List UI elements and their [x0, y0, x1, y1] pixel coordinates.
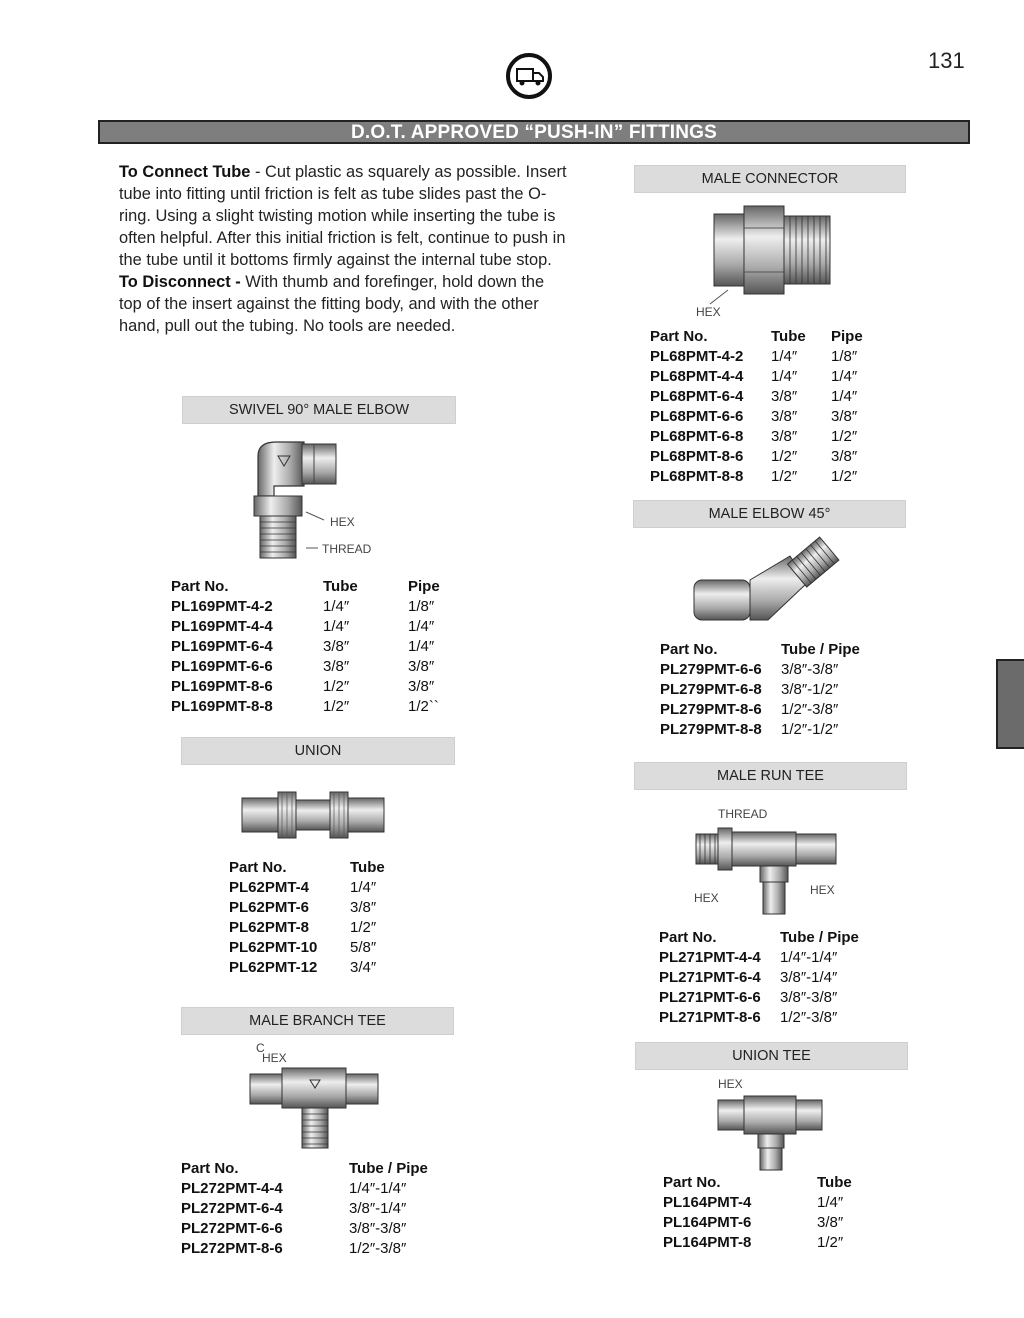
- part-number: PL164PMT-4: [663, 1194, 752, 1211]
- tube-size: 3/8″: [323, 658, 350, 675]
- table-row: [663, 1233, 852, 1253]
- part-number: PL68PMT-4-2: [650, 348, 744, 365]
- part-number: PL68PMT-8-8: [650, 468, 744, 485]
- table-header-row: [229, 858, 385, 878]
- pipe-size: 1/8″: [831, 348, 858, 365]
- tube-pipe-size: 1/2″-1/2″: [781, 721, 839, 738]
- male-connector-header: MALE CONNECTOR: [634, 165, 906, 193]
- table-row: [229, 898, 385, 918]
- table-row: [650, 387, 863, 407]
- pipe-size: 3/8″: [831, 448, 858, 465]
- table-row: [229, 938, 385, 958]
- table-row: [659, 968, 859, 988]
- table-row: [663, 1193, 852, 1213]
- tube-size: 1/4″: [350, 879, 377, 896]
- part-number: PL62PMT-6: [229, 899, 310, 916]
- table-row: [171, 637, 440, 657]
- table-row: [650, 447, 863, 467]
- table-row: [171, 697, 440, 717]
- union-tee-table: [663, 1173, 852, 1253]
- tube-size: 3/8″: [771, 428, 798, 445]
- column-header: Pipe: [408, 578, 440, 595]
- male-connector-image: [690, 202, 850, 320]
- table-header-row: [660, 640, 860, 660]
- column-header: Part No.: [229, 859, 287, 876]
- part-number: PL169PMT-4-2: [171, 598, 273, 615]
- male-branch-tee-table: [181, 1159, 428, 1259]
- tube-pipe-size: 3/8″-1/4″: [349, 1200, 407, 1217]
- table-header-row: [181, 1159, 428, 1179]
- part-number: PL68PMT-4-4: [650, 368, 744, 385]
- pipe-size: 3/8″: [408, 678, 435, 695]
- male-run-tee-image: [690, 804, 850, 924]
- tube-size: 3/8″: [817, 1214, 844, 1231]
- part-number: PL169PMT-6-6: [171, 658, 273, 675]
- part-number: PL272PMT-8-6: [181, 1240, 283, 1257]
- table-row: [659, 1008, 859, 1028]
- male-elbow-45-image: [690, 536, 850, 636]
- tube-size: 1/4″: [323, 598, 350, 615]
- tube-size: 1/2″: [771, 468, 798, 485]
- table-row: [171, 677, 440, 697]
- column-header: Part No.: [663, 1174, 721, 1191]
- male-run-tee-table: [659, 928, 859, 1028]
- table-row: [181, 1199, 428, 1219]
- disconnect-heading: To Disconnect -: [119, 273, 241, 291]
- run-tee-label-thread: THREAD: [718, 807, 768, 821]
- column-header: Part No.: [171, 578, 229, 595]
- tube-pipe-size: 3/8″-3/8″: [781, 661, 839, 678]
- column-header: Tube: [350, 859, 385, 876]
- part-number: PL169PMT-4-4: [171, 618, 273, 635]
- male-elbow-45-header: MALE ELBOW 45°: [633, 500, 906, 528]
- pipe-size: 1/4″: [408, 638, 435, 655]
- pipe-size: 1/4″: [831, 368, 858, 385]
- table-row: [181, 1179, 428, 1199]
- pipe-size: 1/2″: [831, 428, 858, 445]
- branch-tee-label-c: C: [256, 1041, 265, 1055]
- table-row: [650, 367, 863, 387]
- male-elbow-45-table: [660, 640, 860, 740]
- table-header-row: [171, 577, 440, 597]
- dot-truck-logo-icon: [505, 52, 553, 100]
- disconnect-text: With thumb and forefinger, hold down the top of the insert against the fitting body, and with the other hand, pull out the tubing. No tools are needed.: [119, 273, 545, 335]
- table-row: [659, 988, 859, 1008]
- table-row: [660, 680, 860, 700]
- swivel-elbow-table: [171, 577, 440, 717]
- union-image: [240, 786, 386, 846]
- tube-pipe-size: 1/4″-1/4″: [780, 949, 838, 966]
- union-header: UNION: [181, 737, 455, 765]
- column-header: Tube / Pipe: [780, 929, 859, 946]
- pipe-size: 1/2″: [831, 468, 858, 485]
- part-number: PL272PMT-6-4: [181, 1200, 283, 1217]
- part-number: PL271PMT-6-6: [659, 989, 761, 1006]
- tube-pipe-size: 3/8″-1/2″: [781, 681, 839, 698]
- tube-size: 3/8″: [323, 638, 350, 655]
- tube-size: 3/8″: [771, 388, 798, 405]
- part-number: PL169PMT-8-6: [171, 678, 273, 695]
- tube-pipe-size: 1/2″-3/8″: [349, 1240, 407, 1257]
- table-row: [660, 660, 860, 680]
- part-number: PL62PMT-8: [229, 919, 310, 936]
- union-tee-header: UNION TEE: [635, 1042, 908, 1070]
- column-header: Tube: [771, 328, 806, 345]
- part-number: PL272PMT-6-6: [181, 1220, 283, 1237]
- pipe-size: 1/2``: [408, 698, 439, 715]
- part-number: PL271PMT-8-6: [659, 1009, 761, 1026]
- table-row: [181, 1239, 428, 1259]
- part-number: PL68PMT-6-8: [650, 428, 744, 445]
- tube-size: 3/8″: [771, 408, 798, 425]
- part-number: PL169PMT-6-4: [171, 638, 273, 655]
- section-banner: D.O.T. APPROVED “PUSH-IN” FITTINGS: [98, 120, 970, 144]
- table-header-row: [650, 327, 863, 347]
- table-row: [171, 617, 440, 637]
- pipe-size: 1/4″: [408, 618, 435, 635]
- tube-size: 1/4″: [771, 368, 798, 385]
- part-number: PL68PMT-6-6: [650, 408, 744, 425]
- table-row: [660, 720, 860, 740]
- union-table: [229, 858, 385, 978]
- column-header: Part No.: [650, 328, 708, 345]
- table-row: [660, 700, 860, 720]
- column-header: Part No.: [659, 929, 717, 946]
- part-number: PL279PMT-6-6: [660, 661, 762, 678]
- part-number: PL271PMT-4-4: [659, 949, 761, 966]
- male-branch-tee-header: MALE BRANCH TEE: [181, 1007, 454, 1035]
- connect-text: - Cut plastic as squarely as possible. Insert tube into fitting until friction is felt as tube slides past the O-ring. Using a slight twisting motion while inserting the tube is often helpful. After this initial friction is felt, continue to push in the tube until it bottoms firmly against the internal tube stop.: [119, 163, 567, 269]
- tube-size: 1/2″: [323, 678, 350, 695]
- column-header: Pipe: [831, 328, 863, 345]
- pipe-size: 3/8″: [831, 408, 858, 425]
- tube-size: 1/4″: [771, 348, 798, 365]
- column-header: Part No.: [660, 641, 718, 658]
- tube-pipe-size: 1/4″-1/4″: [349, 1180, 407, 1197]
- branch-tee-label-hex: HEX: [262, 1051, 287, 1065]
- table-row: [650, 347, 863, 367]
- tube-size: 1/4″: [817, 1194, 844, 1211]
- swivel-elbow-header: SWIVEL 90° MALE ELBOW: [182, 396, 456, 424]
- tube-pipe-size: 3/8″-3/8″: [780, 989, 838, 1006]
- part-number: PL279PMT-8-6: [660, 701, 762, 718]
- table-row: [171, 597, 440, 617]
- pipe-size: 1/8″: [408, 598, 435, 615]
- part-number: PL62PMT-4: [229, 879, 310, 896]
- part-number: PL279PMT-6-8: [660, 681, 762, 698]
- part-number: PL272PMT-4-4: [181, 1180, 283, 1197]
- male-connector-label-hex: HEX: [696, 305, 721, 319]
- tube-pipe-size: 3/8″-1/4″: [780, 969, 838, 986]
- swivel-elbow-label-hex: HEX: [330, 515, 355, 529]
- page-number: 131: [928, 48, 965, 73]
- column-header: Tube / Pipe: [349, 1160, 428, 1177]
- table-row: [229, 918, 385, 938]
- pipe-size: 1/4″: [831, 388, 858, 405]
- column-header: Tube: [817, 1174, 852, 1191]
- union-tee-image: [712, 1078, 832, 1174]
- column-header: Tube: [323, 578, 358, 595]
- tube-pipe-size: 1/2″-3/8″: [780, 1009, 838, 1026]
- part-number: PL62PMT-12: [229, 959, 318, 976]
- male-connector-table: [650, 327, 863, 487]
- tube-size: 1/2″: [817, 1234, 844, 1251]
- table-row: [171, 657, 440, 677]
- table-row: [650, 407, 863, 427]
- table-row: [229, 878, 385, 898]
- run-tee-label-hex-right: HEX: [810, 883, 835, 897]
- column-header: Part No.: [181, 1160, 239, 1177]
- part-number: PL62PMT-10: [229, 939, 318, 956]
- part-number: PL164PMT-8: [663, 1234, 752, 1251]
- swivel-elbow-label-thread: THREAD: [322, 542, 372, 556]
- part-number: PL164PMT-6: [663, 1214, 752, 1231]
- table-row: [229, 958, 385, 978]
- union-tee-label-hex: HEX: [718, 1078, 743, 1091]
- tube-size: 1/4″: [323, 618, 350, 635]
- pipe-size: 3/8″: [408, 658, 435, 675]
- part-number: PL271PMT-6-4: [659, 969, 761, 986]
- male-branch-tee-image: [246, 1040, 386, 1152]
- tube-size: 1/2″: [771, 448, 798, 465]
- tube-size: 3/4″: [350, 959, 377, 976]
- part-number: PL68PMT-6-4: [650, 388, 744, 405]
- tube-pipe-size: 1/2″-3/8″: [781, 701, 839, 718]
- tube-size: 5/8″: [350, 939, 377, 956]
- table-row: [659, 948, 859, 968]
- tube-size: 1/2″: [350, 919, 377, 936]
- run-tee-label-hex-left: HEX: [694, 891, 719, 905]
- part-number: PL68PMT-8-6: [650, 448, 744, 465]
- table-row: [650, 427, 863, 447]
- tube-pipe-size: 3/8″-3/8″: [349, 1220, 407, 1237]
- table-row: [181, 1219, 428, 1239]
- table-row: [650, 467, 863, 487]
- column-header: Tube / Pipe: [781, 641, 860, 658]
- tube-size: 1/2″: [323, 698, 350, 715]
- part-number: PL169PMT-8-8: [171, 698, 273, 715]
- male-run-tee-header: MALE RUN TEE: [634, 762, 907, 790]
- page-edge-tab: [996, 659, 1024, 749]
- table-header-row: [659, 928, 859, 948]
- connect-heading: To Connect Tube: [119, 163, 251, 181]
- swivel-elbow-image: [240, 436, 390, 566]
- intro-text: [119, 161, 569, 337]
- part-number: PL279PMT-8-8: [660, 721, 762, 738]
- table-header-row: [663, 1173, 852, 1193]
- tube-size: 3/8″: [350, 899, 377, 916]
- table-row: [663, 1213, 852, 1233]
